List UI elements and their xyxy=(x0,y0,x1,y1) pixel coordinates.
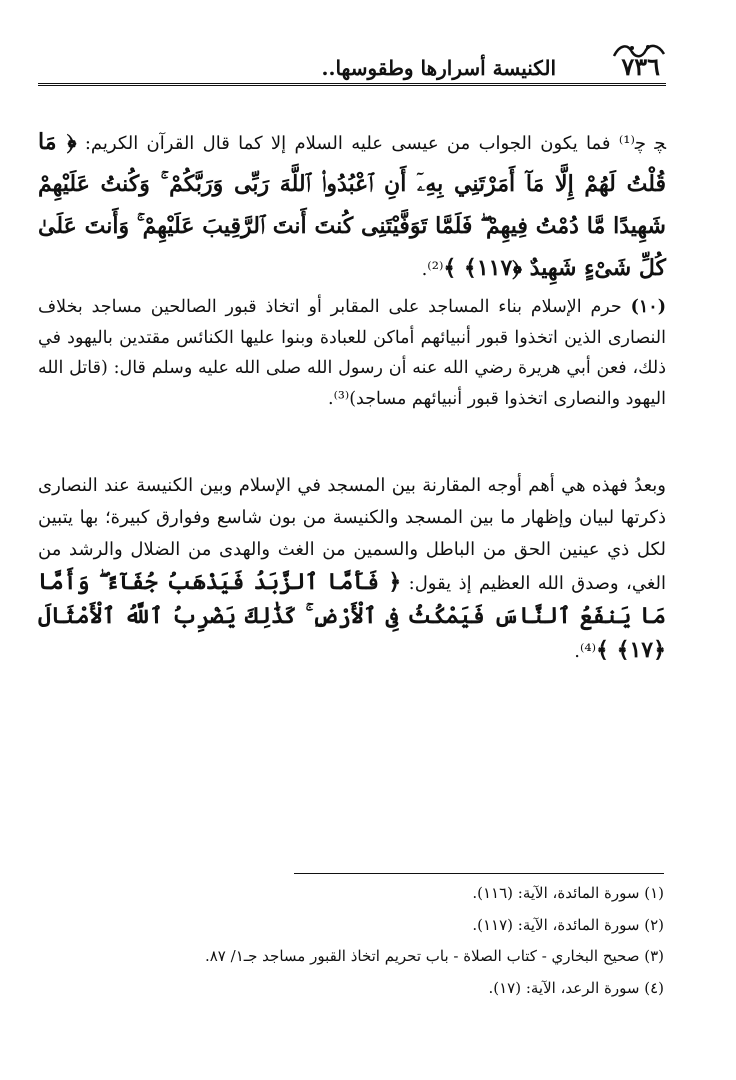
footnote-4: (٤) سورة الرعد، الآية: (١٧). xyxy=(488,978,664,997)
page-header xyxy=(38,52,666,86)
footnote-ref: ⁽⁴⁾. xyxy=(574,641,597,662)
footnotes xyxy=(64,878,664,1004)
item-text: حرم الإسلام بناء المساجد على المقابر أو اتخاذ قبور الصالحين مساجد بخلاف النصارى الذين اتخذوا قبور أنبيائهم أماكن للعبادة وبنوا عليها الكنائس مقتدين باليهود في ذلك، فعن أبي هريرة رضي الله عنه أن رسول الله صلى الله عليه وسلم قال: (قاتل الله اليهود والنصارى اتخذوا قبور أنبيائهم مساجد)⁽³⁾. xyxy=(38,297,666,409)
intro-line: ﭽ ﭼ⁽¹⁾ فما يكون الجواب من عيسى عليه السلام إلا كما قال القرآن الكريم: xyxy=(84,133,666,154)
quran-verse-13-17: ﴿ فَأَمَّا ٱلزَّبَدُ فَيَذْهَبُ جُفَآءً ۖ وَأَمَّا مَا يَنفَعُ ٱلنَّاسَ فَيَمْكُثُ فِى ٱلْأَرْضِ ۚ كَذَٰلِكَ يَضْرِبُ ٱللَّهُ ٱلْأَمْثَالَ ﴿١٧﴾ ﴾ xyxy=(38,569,666,663)
footnote-ref: ⁽²⁾. xyxy=(421,259,444,280)
list-item-10 xyxy=(38,292,666,414)
running-title: الكنيسة أسرارها وطقوسها.. xyxy=(321,56,556,80)
paragraph-quote-intro xyxy=(38,122,666,290)
page-number: ٧٣٦ xyxy=(621,52,660,81)
footnote-2: (٢) سورة المائدة، الآية: (١١٧). xyxy=(472,915,664,934)
conclusion-text: وبعدُ فهذه هي أهم أوجه المقارنة بين المسجد في الإسلام وبين الكنيسة عند النصارى ذكرتها لبيان وإظهار ما بين المسجد والكنيسة من بون شاسع وفوارق كبيرة؛ بها يتبين لكل ذي عينين الحق من الباطل والسمين من الغث والهدى من الضلال والرشد من الغي، وصدق الله العظيم إذ يقول: xyxy=(38,475,666,594)
footnote-1: (١) سورة المائدة، الآية: (١١٦). xyxy=(472,884,664,902)
footnote-divider xyxy=(294,873,664,874)
paragraph-conclusion xyxy=(38,470,666,668)
quran-verse-116: ﴿ مَا قُلْتُ لَهُمْ إِلَّا مَآ أَمَرْتَنِي بِهِۦٓ أَنِ ٱعْبُدُوا۟ ٱللَّهَ رَبِّى وَرَبَّكُمْ ۚ وَكُنتُ عَلَيْهِمْ شَهِيدًا مَّا دُمْتُ فِيهِمْ ۖ فَلَمَّا تَوَفَّيْتَنِى كُنتَ أَنتَ ٱلرَّقِيبَ عَلَيْهِمْ ۚ وَأَنتَ عَلَىٰ كُلِّ شَىْءٍ شَهِيدٌ ﴿١١٧﴾ ﴾ xyxy=(38,129,666,281)
header-rule xyxy=(38,83,666,86)
footnote-3: (٣) صحيح البخاري - كتاب الصلاة - باب تحريم اتخاذ القبور مساجد جـ١/ ٨٧. xyxy=(204,947,664,965)
item-number: (١٠) xyxy=(630,297,666,317)
